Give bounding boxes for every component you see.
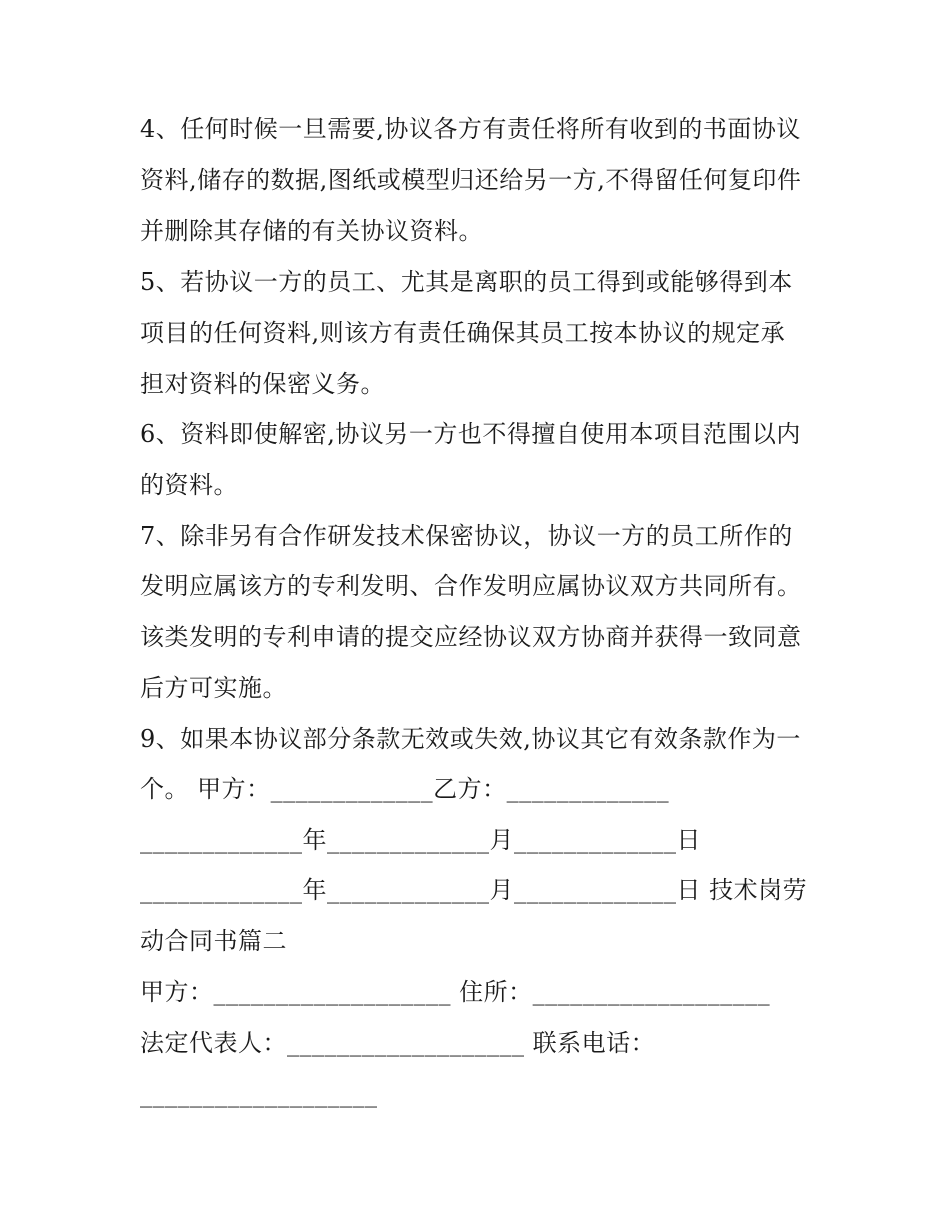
text-line: 5、若协议一方的员工、尤其是离职的员工得到或能够得到本: [140, 268, 793, 296]
text-line: 后方可实施。: [140, 674, 287, 702]
text-line: _____________年_____________月_____________日: [140, 826, 701, 854]
text-line: 法定代表人：___________________ 联系电话：: [140, 1029, 656, 1057]
text-line: ___________________: [140, 1080, 378, 1108]
text-line: _____________年_____________月_____________日 技术岗劳: [140, 876, 808, 904]
text-line: 甲方：___________________ 住所：___________________: [140, 978, 771, 1006]
text-line: 资料,储存的数据,图纸或模型归还给另一方,不得留任何复印件: [140, 166, 802, 194]
text-line: 动合同书篇二: [140, 927, 287, 955]
text-line: 担对资料的保密义务。: [140, 370, 385, 398]
text-line: 发明应属该方的专利发明、合作发明应属协议双方共同所有。: [140, 572, 802, 600]
text-line: 项目的任何资料,则该方有责任确保其员工按本协议的规定承: [140, 319, 786, 347]
text-line: 该类发明的专利申请的提交应经协议双方协商并获得一致同意: [140, 623, 802, 651]
text-line: 个。 甲方：_____________乙方：_____________: [140, 775, 670, 803]
text-line: 4、任何时候一旦需要,协议各方有责任将所有收到的书面协议: [140, 115, 801, 143]
text-line: 7、除非另有合作研发技术保密协议，协议一方的员工所作的: [140, 522, 793, 550]
text-line: 的资料。: [140, 471, 238, 499]
text-line: 9、如果本协议部分条款无效或失效,协议其它有效条款作为一: [140, 725, 801, 753]
text-line: 并删除其存储的有关协议资料。: [140, 217, 483, 245]
text-line: 6、资料即使解密,协议另一方也不得擅自使用本项目范围以内: [140, 420, 801, 448]
